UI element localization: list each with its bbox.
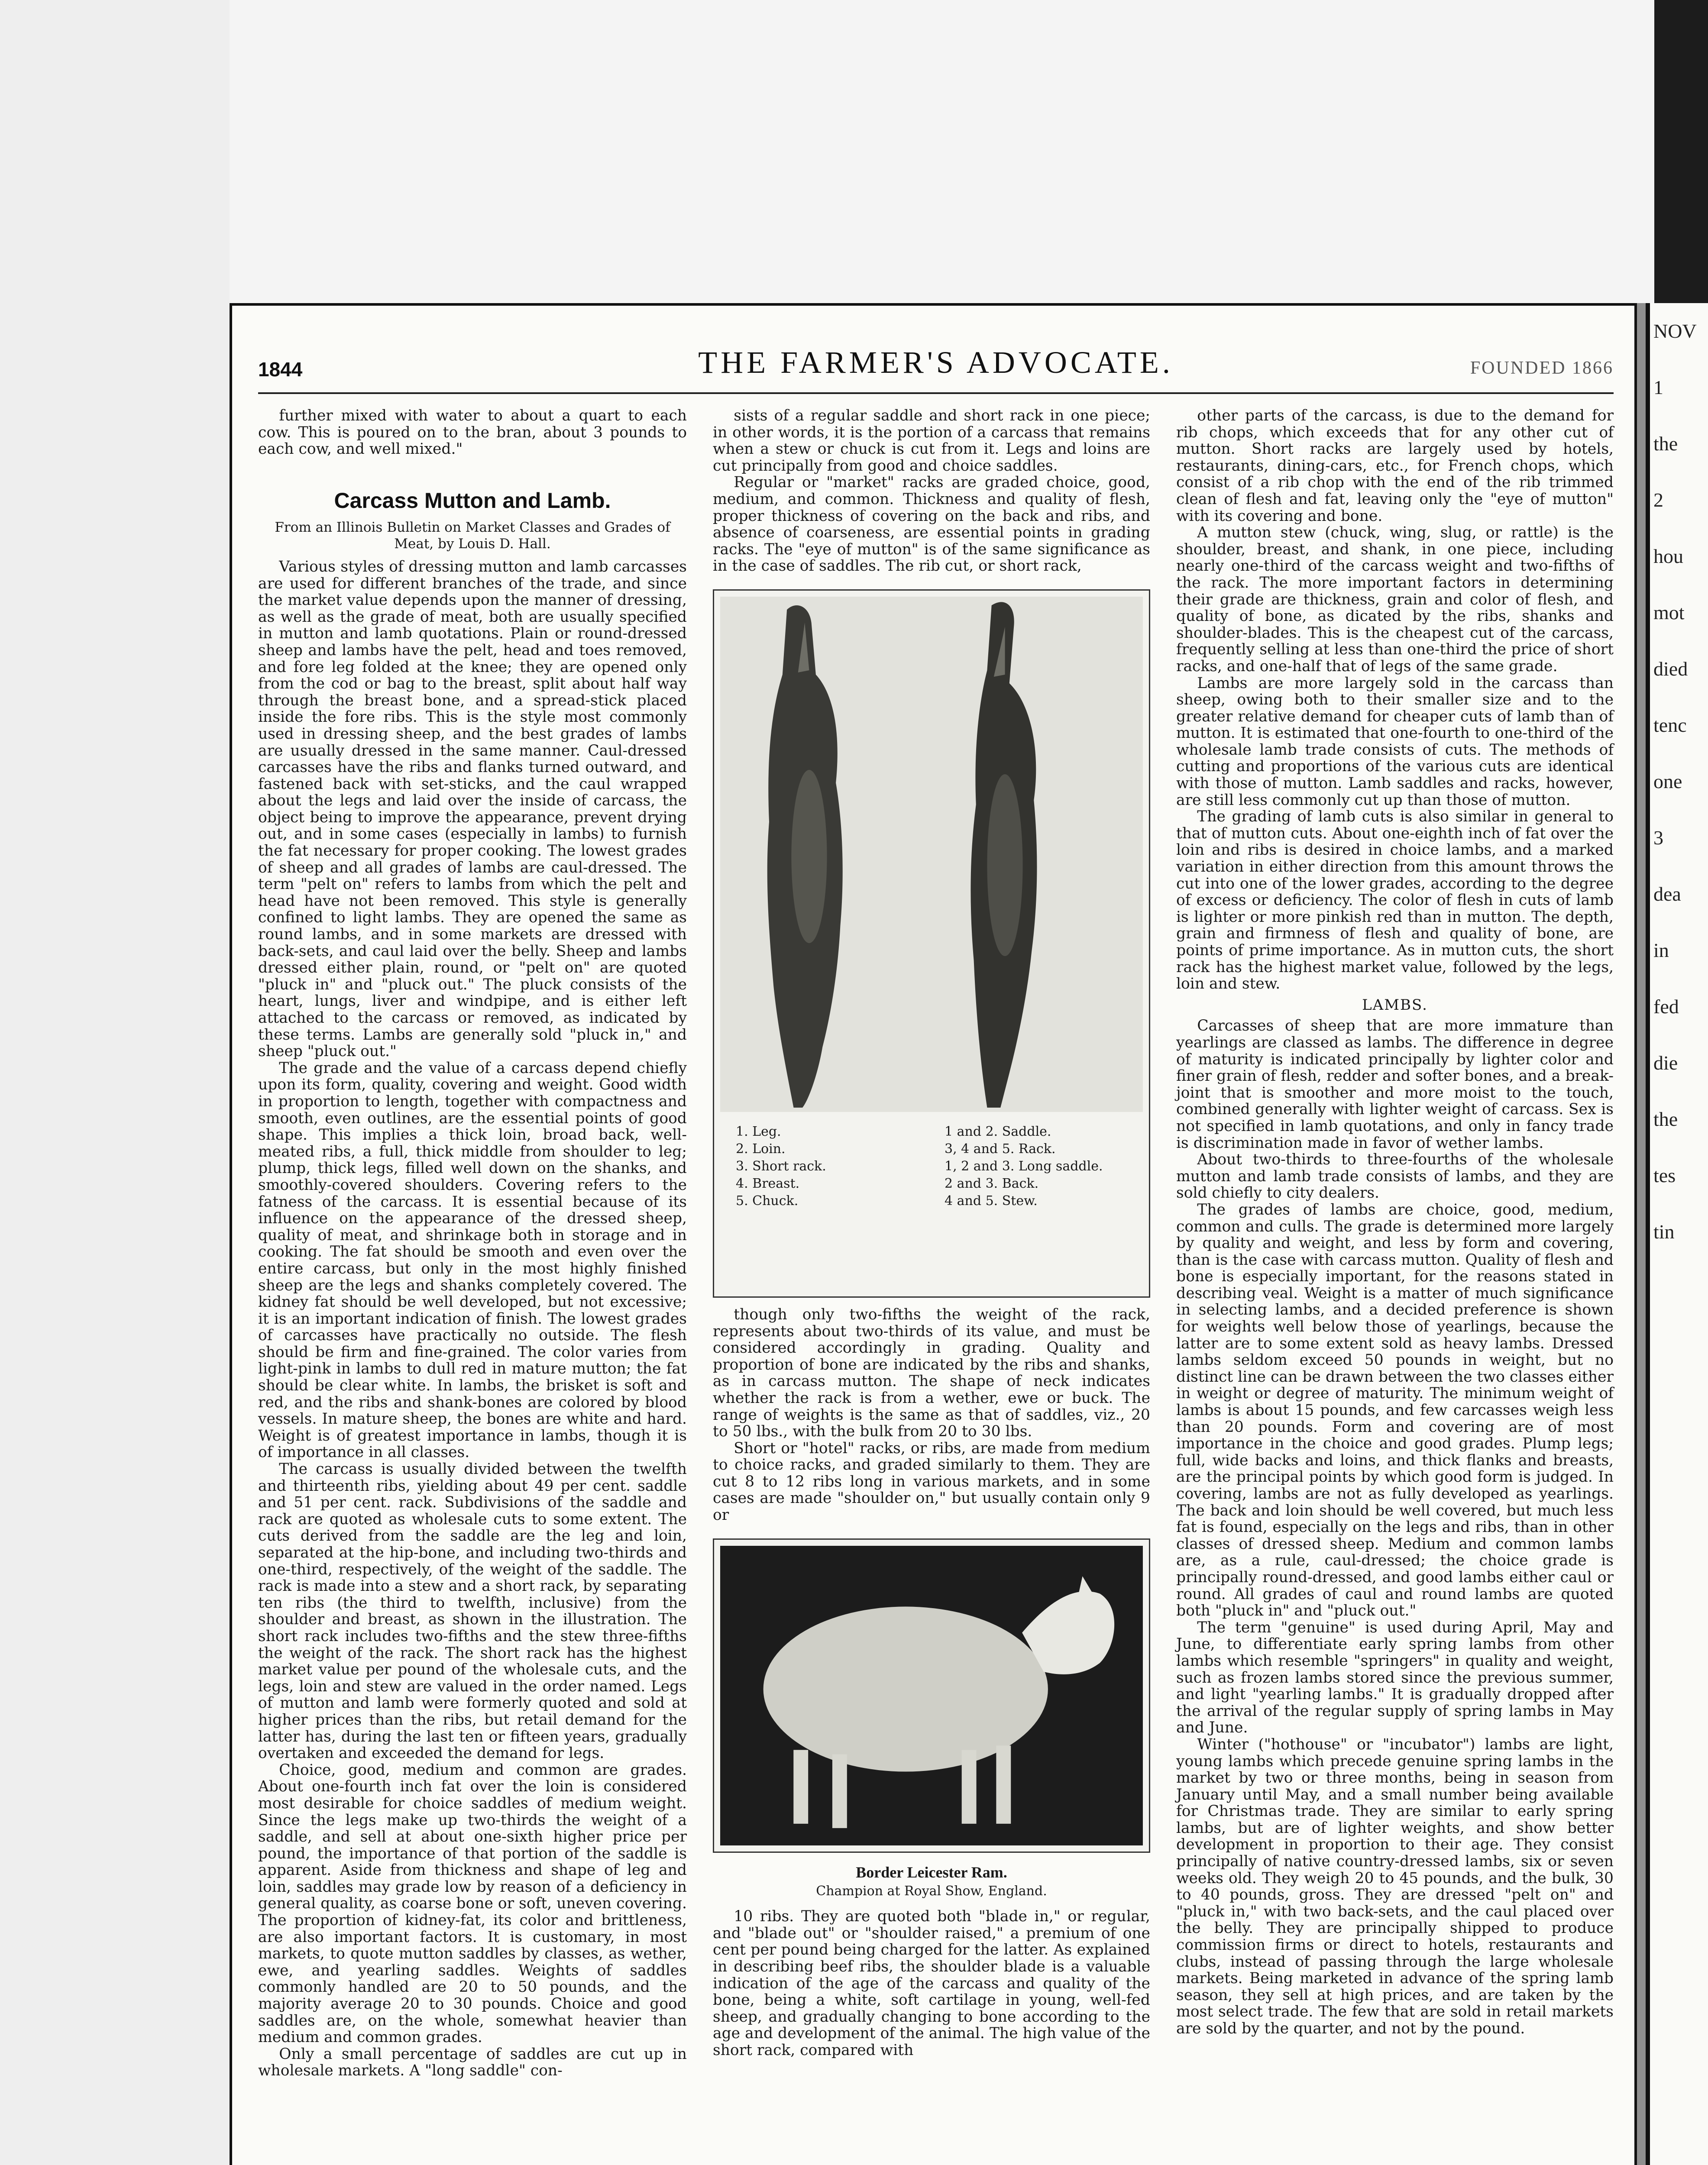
- next-page-glimpse: die: [1653, 1052, 1678, 1074]
- next-page-glimpse: tenc: [1653, 714, 1687, 736]
- paragraph: 10 ribs. They are quoted both "blade in," or regular, and "blade out" or "shoulder raised," a premium of one cent per pound being charged for the latter. As explained in describing beef ribs, the shoulder blade is a valuable indication of the age of the carcass and quality of the bone, being a white, soft cartilage in young, well-fed sheep, and gradually changing to bone according to the age and development of the animal. The high value of the short rack, compared with: [713, 1908, 1150, 2059]
- paragraph: About two-thirds to three-fourths of the wholesale mutton and lamb trade consists of lambs, and they are sold chiefly to city dealers.: [1176, 1151, 1614, 1202]
- ram-photo: [720, 1546, 1143, 1845]
- legend-item: 2. Loin.: [736, 1141, 786, 1157]
- paragraph: Regular or "market" racks are graded choice, good, medium, and common. Thickness and quality of flesh, proper thickness of covering on the back and ribs, and absence of coarseness, are essential points in grading racks. The "eye of mutton" is of the same significance as in the case of saddles. The rib cut, or short rack,: [713, 474, 1150, 575]
- legend-item: 4. Breast.: [736, 1176, 800, 1191]
- section-heading-lambs: LAMBS.: [1362, 996, 1428, 1014]
- legend-item: 1, 2 and 3. Long saddle.: [945, 1158, 1103, 1174]
- next-page-glimpse: mot: [1653, 601, 1685, 624]
- paragraph: The grade and the value of a carcass depend chiefly upon its form, quality, covering and weight. Good width in proportion to length, together with compactness and smooth, even outlines, are the essential points of good shape. This implies a thick loin, broad back, well-meated ribs, a full, thick middle from shoulder to leg; plump, thick legs, filled well down on the shanks, and smoothly-covered shoulders. Covering refers to the fatness of the carcass. It is essential because of its influence on the appearance of the dressed sheep, quality of meat, and shrinkage both in storage and in cooking. The fat should be smooth and even over the entire carcass, but only in the most highly finished sheep are the legs and shanks completely covered. The kidney fat should be well developed, but not excessive; it is an important indication of finish. The lowest grades of carcasses have practically no outside. The flesh should be firm and fine-grained. The color varies from light-pink in lambs to dull red in mature mutton; the fat should be clear white. In lambs, the brisket is soft and red, and the ribs and shank-bones are colored by blood vessels. In mature sheep, the bones are white and hard. Weight is of greatest importance in lambs, though it is of importance in all classes.: [258, 1059, 687, 1461]
- article-headline: Carcass Mutton and Lamb.: [334, 488, 611, 513]
- ram-illustration: [720, 1546, 1143, 1845]
- next-page-glimpse: NOV: [1653, 320, 1697, 342]
- column-1: [258, 407, 687, 2079]
- paragraph: Winter ("hothouse" or "incubator") lambs are light, young lambs which precede genuine spring lambs in the market by two or three months, being in season from January until May, and a small number being available for Christmas trade. They are similar to early spring lambs, but are of lighter weights, and show better development in proportion to their age. They consist principally of native country-dressed lambs, six or seven weeks old. They weigh 20 to 45 pounds, and the bulk, 30 to 40 pounds, gross. They are dressed "pelt on" and "pluck in," with two back-sets, and the caul placed over the belly. They are principally shipped to produce commission firms or direct to hotels, restaurants and clubs, instead of passing through the large wholesale markets. Being marketed in advance of the spring lamb season, they sell at high prices, and are taken by the most select trade. The few that are sold in retail markets are sold by the quarter, and not by the pound.: [1176, 1735, 1614, 2037]
- paragraph: Only a small percentage of saddles are cut up in wholesale markets. A "long saddle" con-: [258, 2045, 687, 2080]
- paragraph: though only two-fifths the weight of the rack, represents about two-thirds of its value, and must be considered accordingly in grading. Quality and proportion of bone are indicated by the ribs and shanks, as in carcass mutton. The shape of neck indicates whether the rack is from a wether, ewe or buck. The range of weights is the same as that of saddles, viz., 20 to 50 lbs., with the bulk from 20 to 30 lbs.: [713, 1305, 1150, 1441]
- next-page-glimpse: fed: [1653, 995, 1679, 1018]
- paragraph: other parts of the carcass, is due to the demand for rib chops, which exceeds that for any other cut of mutton. Short racks are largely used by hotels, restaurants, dining-cars, etc., for French chops, which consist of a rib chop with the end of the rib trimmed clean of flesh and fat, leaving only the "eye of mutton" with its covering and bone.: [1176, 407, 1614, 525]
- next-page-glimpse: tes: [1653, 1164, 1676, 1186]
- ram-caption: Border Leicester Ram.: [856, 1863, 1007, 1881]
- film-margin-top: [0, 0, 1708, 303]
- hanging-carcasses-illustration: [720, 597, 1143, 1112]
- next-page-glimpse: the: [1653, 433, 1678, 455]
- page-number: 1844: [258, 358, 303, 381]
- legend-item: 1. Leg.: [736, 1124, 781, 1139]
- paragraph: Choice, good, medium and common are grades. About one-fourth inch fat over the loin is considered most desirable for choice saddles of medium weight. Since the legs make up two-thirds the weight of a saddle, and sell at about one-sixth higher price per pound, the importance of that portion of the saddle is apparent. Aside from thickness and shape of leg and loin, saddles may grade low by reason of a deficiency in general quality, as coarse bone or soft, uneven covering. The proportion of kidney-fat, its color and brittleness, are also important factors. It is customary, in most markets, to quote mutton saddles by classes, as wether, ewe, and yearling saddles. Weights of saddles commonly handled are 20 to 50 pounds, and the majority average 20 to 30 pounds. Choice and good saddles are, on the whole, somewhat heavier than medium and common grades.: [258, 1761, 687, 2046]
- next-page-glimpse: tin: [1653, 1221, 1675, 1243]
- legend-item: 2 and 3. Back.: [945, 1176, 1039, 1191]
- legend-item: 1 and 2. Saddle.: [945, 1124, 1051, 1139]
- article-source: From an Illinois Bulletin on Market Classes and Grades of Meat, by Louis D. Hall.: [275, 519, 670, 552]
- legend-left: [736, 1123, 927, 1210]
- paragraph: Lambs are more largely sold in the carcass than sheep, owing both to their smaller size and to the greater relative demand for cheaper cuts of lamb than of mutton. It is estimated that one-fourth to one-third of the wholesale lamb trade consists of cuts. The methods of cutting and proportions of the various cuts are identical with those of mutton. Lamb saddles and racks, however, are still less commonly cut up than those of mutton.: [1176, 674, 1614, 809]
- carcass-photo: [720, 597, 1143, 1112]
- paragraph: further mixed with water to about a quart to each cow. This is poured on to the bran, about 3 pounds to each cow, and well mixed.": [258, 407, 687, 458]
- next-page-glimpse: died: [1653, 658, 1688, 680]
- paragraph: A mutton stew (chuck, wing, slug, or rattle) is the shoulder, breast, and shank, in one piece, including nearly one-third of the carcass weight and two-fifths of the rack. The more important factors in determining their grade are thickness, grain and color of flesh, and quality of bone, as dicated by the ribs, shanks and shoulder-blades. This is the cheapest cut of the carcass, frequently selling at less than one-third the price of short racks, and one-half that of legs of the same grade.: [1176, 524, 1614, 675]
- legend-item: 4 and 5. Stew.: [945, 1193, 1038, 1209]
- newspaper-page: [230, 303, 1637, 2165]
- ram-photo-figure: [713, 1538, 1150, 1853]
- paragraph: sists of a regular saddle and short rack in one piece; in other words, it is the portion of a carcass that remains when a stew or chuck is cut from it. Legs and loins are cut principally from good and choice saddles.: [713, 407, 1150, 475]
- next-page-glimpse: 3: [1653, 827, 1663, 849]
- masthead: THE FARMER'S ADVOCATE.: [698, 345, 1174, 380]
- paragraph: The term "genuine" is used during April, May and June, to differentiate early spring lambs from other lambs which resemble "springers" in quality and weight, such as frozen lambs stored since the previous summer, and light "yearling lambs." It is gradually dropped after the arrival of the regular supply of spring lambs in May and June.: [1176, 1619, 1614, 1737]
- legend-right: [945, 1123, 1136, 1210]
- paragraph: The grades of lambs are choice, good, medium, common and culls. The grade is determined more largely by quality and weight, and less by form and covering, than is the case with carcass mutton. Quality of flesh and bone is especially important, for the reasons stated in describing veal. Weight is a matter of much significance in selecting lambs, and a decided preference is shown for weights well below those of yearlings, because the latter are to some extent sold as heavy lambs. Dressed lambs seldom exceed 50 pounds in weight, but no distinct line can be drawn between the two classes either in weight or degree of maturity. The minimum weight of lambs is about 15 pounds, and few carcasses weigh less than 20 pounds. Form and covering are of most importance in the choice and good grades. Plump legs; full, wide backs and loins, and thick flanks and breasts, are the principal points by which good form is judged. In covering, lambs are not as fully developed as yearlings. The back and loin should be well covered, but much less fat is found, especially on the legs and ribs, than in other classes of dressed sheep. Medium and common lambs are, as a rule, caul-dressed; the choice grade is principally round-dressed, and good lambs either caul or round. All grades of caul and round lambs are quoted both "pluck in" and "pluck out.": [1176, 1201, 1614, 1620]
- paragraph: Various styles of dressing mutton and lamb carcasses are used for different branches of the trade, and since the market value depends upon the manner of dressing, as well as the grade of meat, both are usually specified in mutton and lamb quotations. Plain or round-dressed sheep and lambs have the pelt, head and toes removed, and fore leg folded at the knee; they are opened only from the cod or bag to the breast, split about half way through the breast bone, and a spread-stick placed inside the fore ribs. This is the style most commonly used in dressing sheep, and the best grades of lambs are usually dressed in the same manner. Caul-dressed carcasses have the ribs and flanks turned outward, and fastened back with set-sticks, and the caul wrapped about the legs and laid over the inside of carcass, the object being to improve the appearance, prevent drying out, and in some cases (especially in lambs) to furnish the fat necessary for proper cooking. The lowest grades of sheep and all grades of lambs are caul-dressed. The term "pelt on" refers to lambs from which the pelt and head have not been removed. This style is generally confined to light lambs. They are opened the same as round lambs, and in some markets are dressed with back-sets, and caul laid over the belly. Sheep and lambs dressed either plain, round, or "pelt on" are quoted "pluck in" and "pluck out." The pluck consists of the heart, lungs, liver and windpipe, and is either left attached to the carcass or removed, as indicated by these terms. Lambs are generally sold "pluck in," and sheep "pluck out.": [258, 558, 687, 1060]
- next-page-edge: [1646, 303, 1708, 2165]
- legend-item: 3. Short rack.: [736, 1158, 826, 1174]
- next-page-glimpse: 1: [1653, 376, 1663, 398]
- paragraph: Short or "hotel" racks, or ribs, are made from medium to choice racks, and graded similarly to them. They are cut 8 to 12 ribs long in various markets, and in some cases are made "shoulder on," but usually contain only 9 or: [713, 1439, 1150, 1524]
- founded-line: FOUNDED 1866: [1470, 358, 1614, 378]
- next-page-glimpse: in: [1653, 939, 1669, 961]
- next-page-glimpse: hou: [1653, 545, 1683, 567]
- paragraph: The grading of lamb cuts is also similar in general to that of mutton cuts. About one-eighth inch of fat over the loin and ribs is desired in choice lambs, and a marked variation in either direction from this amount throws the cut into one of the lower grades, according to the degree of excess or deficiency. The color of flesh in cuts of lamb is lighter or more pinkish red than in mutton. The depth, grain and firmness of flesh and quality of bone, are points of prime importance. As in mutton cuts, the short rack has the highest market value, followed by the legs, loin and stew.: [1176, 808, 1614, 993]
- next-page-glimpse: one: [1653, 770, 1682, 792]
- carcass-cuts-figure: [713, 589, 1150, 1298]
- cuts-legend: [736, 1123, 1136, 1210]
- legend-item: 5. Chuck.: [736, 1193, 799, 1209]
- next-page-glimpse: dea: [1653, 883, 1681, 905]
- page-header: [258, 345, 1614, 397]
- ram-subcaption: Champion at Royal Show, England.: [816, 1883, 1047, 1899]
- next-page-glimpse: 2: [1653, 489, 1663, 511]
- film-margin-left: [0, 0, 230, 2165]
- legend-item: 3, 4 and 5. Rack.: [945, 1141, 1056, 1157]
- paragraph: Carcasses of sheep that are more immature than yearlings are classed as lambs. The difference in degree of maturity is indicated principally by lighter color and finer grain of flesh, redder and softer bones, and a break-joint that is smoother and more moist to the touch, combined generally with lighter weight of carcass. Sex is not specified in lamb quotations, and only in fancy trade is discrimination made in favor of wether lambs.: [1176, 1017, 1614, 1152]
- paragraph: The carcass is usually divided between the twelfth and thirteenth ribs, yielding about 49 per cent. saddle and 51 per cent. rack. Subdivisions of the saddle and rack are quoted as wholesale cuts to some extent. The cuts derived from the saddle are the leg and loin, separated at the hip-bone, and including two-thirds and one-third, respectively, of the weight of the saddle. The rack is made into a stew and a short rack, by separating ten ribs (the third to twelfth, inclusive) from the shoulder and breast, as shown in the illustration. The short rack includes two-fifths and the stew three-fifths the weight of the rack. The short rack has the highest market value per pound of the wholesale cuts, and the legs, loin and stew are valued in the order named. Legs of mutton and lamb were formerly quoted and sold at higher prices than the ribs, but retail demand for the latter has, during the last ten or fifteen years, gradually overtaken and exceeded the demand for legs.: [258, 1461, 687, 1762]
- column-3: [1176, 407, 1614, 2037]
- column-2: [713, 407, 1150, 2059]
- next-page-glimpse: the: [1653, 1108, 1678, 1130]
- header-rule: [258, 392, 1614, 394]
